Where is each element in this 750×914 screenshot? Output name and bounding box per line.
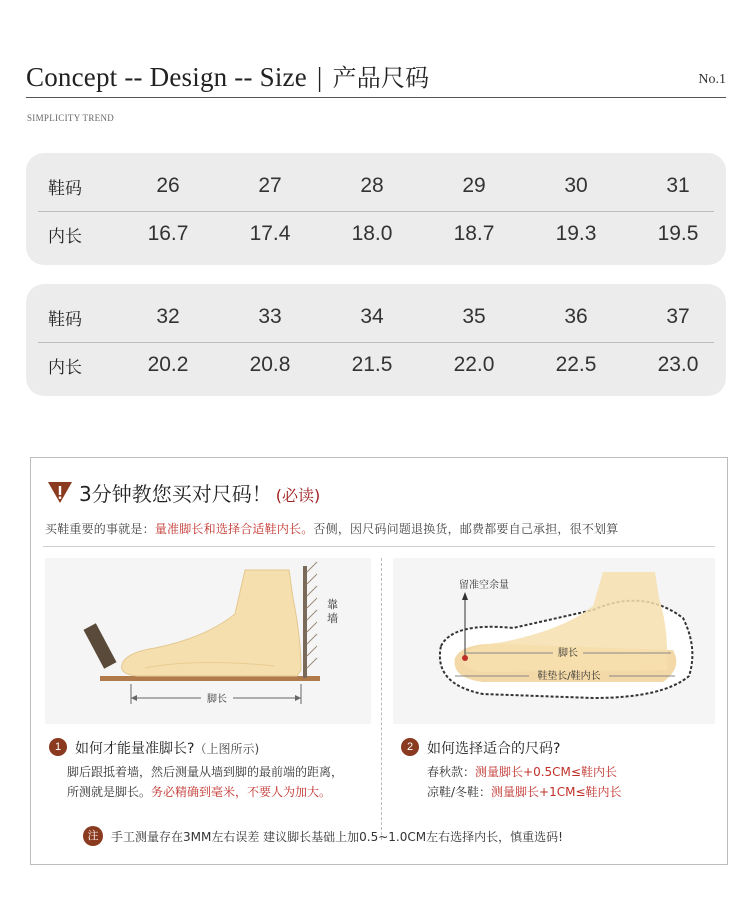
wall-label: 靠墙 bbox=[327, 598, 338, 625]
q2-title: 如何选择适合的尺码? bbox=[427, 741, 561, 757]
size-cell: 31 bbox=[666, 174, 690, 197]
q1-title-text: 如何才能量准脚长? bbox=[75, 741, 195, 757]
length-row bbox=[38, 342, 714, 388]
title-separator: | bbox=[316, 62, 323, 92]
size-cell: 26 bbox=[156, 174, 180, 197]
size-cell: 35 bbox=[462, 305, 486, 328]
length-row-label: 内长 bbox=[48, 226, 82, 247]
length-cell: 17.4 bbox=[249, 222, 291, 245]
size-cell: 27 bbox=[258, 174, 282, 197]
must-read-tag: (必读) bbox=[275, 486, 321, 505]
guide-divider bbox=[43, 546, 715, 547]
q2-number: 2 bbox=[401, 738, 419, 756]
q2-line-2-value: 测量脚长+1CM≤鞋内长 bbox=[491, 785, 622, 799]
length-cell: 21.5 bbox=[351, 353, 393, 376]
length-cell: 22.0 bbox=[453, 353, 495, 376]
warning-icon bbox=[47, 480, 73, 504]
note-icon: 注 bbox=[83, 826, 103, 846]
shoe-fit-illustration bbox=[393, 558, 715, 724]
insole-length-label: 鞋垫长/鞋内长 bbox=[537, 671, 601, 682]
size-row bbox=[38, 294, 714, 340]
q1-title bbox=[75, 738, 259, 758]
q2-description bbox=[427, 762, 622, 802]
size-cell: 28 bbox=[360, 174, 384, 197]
length-cell: 16.7 bbox=[147, 222, 189, 245]
allowance-label: 留准空余量 bbox=[459, 580, 509, 591]
size-cell: 34 bbox=[360, 305, 384, 328]
foot-measure-illustration bbox=[45, 558, 371, 724]
intro-prefix: 买鞋重要的事就是： bbox=[45, 522, 155, 536]
shoe-foot-length-label: 脚长 bbox=[558, 648, 578, 659]
column-divider bbox=[381, 558, 382, 840]
page-subtitle: SIMPLICITY TREND bbox=[27, 113, 115, 123]
q2-line-1-value: 测量脚长+0.5CM≤鞋内长 bbox=[475, 765, 617, 779]
size-guide-panel bbox=[30, 457, 728, 865]
length-cell: 22.5 bbox=[555, 353, 597, 376]
size-cell: 30 bbox=[564, 174, 588, 197]
length-row-label: 内长 bbox=[48, 357, 82, 378]
length-cell: 23.0 bbox=[657, 353, 699, 376]
title-en: Concept -- Design -- Size bbox=[26, 62, 307, 92]
size-cell: 32 bbox=[156, 305, 180, 328]
size-cell: 36 bbox=[564, 305, 588, 328]
q1-number: 1 bbox=[49, 738, 67, 756]
page-number: No.1 bbox=[698, 72, 726, 87]
q2-line-1-label: 春秋款： bbox=[427, 765, 476, 779]
title-cn: 产品尺码 bbox=[332, 64, 430, 92]
foot-length-label: 脚长 bbox=[207, 694, 227, 705]
q1-line-1: 脚后跟抵着墙，然后测量从墙到脚的最前端的距离， bbox=[67, 765, 344, 779]
length-cell: 20.8 bbox=[249, 353, 291, 376]
q2-line-2-label: 凉鞋/冬鞋： bbox=[427, 785, 492, 799]
size-row-label: 鞋码 bbox=[48, 309, 82, 330]
header-divider bbox=[26, 97, 726, 98]
q2-line-2 bbox=[427, 782, 622, 802]
size-row-label: 鞋码 bbox=[48, 178, 82, 199]
guide-intro bbox=[45, 520, 618, 537]
length-row bbox=[38, 211, 714, 257]
q1-line-2-prefix: 所测就是脚长。 bbox=[67, 785, 152, 799]
length-cell: 20.2 bbox=[147, 353, 189, 376]
size-table-2 bbox=[26, 284, 726, 396]
q1-line-2 bbox=[67, 782, 343, 802]
guide-title bbox=[79, 478, 320, 507]
q1-title-note: （上图所示) bbox=[194, 742, 260, 756]
length-cell: 19.3 bbox=[555, 222, 597, 245]
intro-highlight: 量准脚长和选择合适鞋内长。 bbox=[154, 522, 314, 536]
length-cell: 19.5 bbox=[657, 222, 699, 245]
length-cell: 18.0 bbox=[351, 222, 393, 245]
size-cell: 29 bbox=[462, 174, 486, 197]
guide-title-text: 3分钟教您买对尺码！ bbox=[79, 482, 272, 506]
length-cell: 18.7 bbox=[453, 222, 495, 245]
intro-suffix: 否侧，因尺码问题退换货，邮费都要自己承担，很不划算 bbox=[313, 522, 619, 536]
size-cell: 33 bbox=[258, 305, 282, 328]
q1-description bbox=[67, 762, 343, 802]
q1-line-2-highlight: 务必精确到毫米，不要人为加大。 bbox=[151, 785, 332, 799]
note-text: 手工测量存在3MM左右误差 建议脚长基础上加0.5~1.0CM左右选择内长，慎重选码! bbox=[111, 830, 563, 844]
page-title bbox=[26, 58, 429, 93]
size-row bbox=[38, 163, 714, 209]
q2-line-1 bbox=[427, 762, 622, 782]
size-cell: 37 bbox=[666, 305, 690, 328]
size-table-1 bbox=[26, 153, 726, 265]
